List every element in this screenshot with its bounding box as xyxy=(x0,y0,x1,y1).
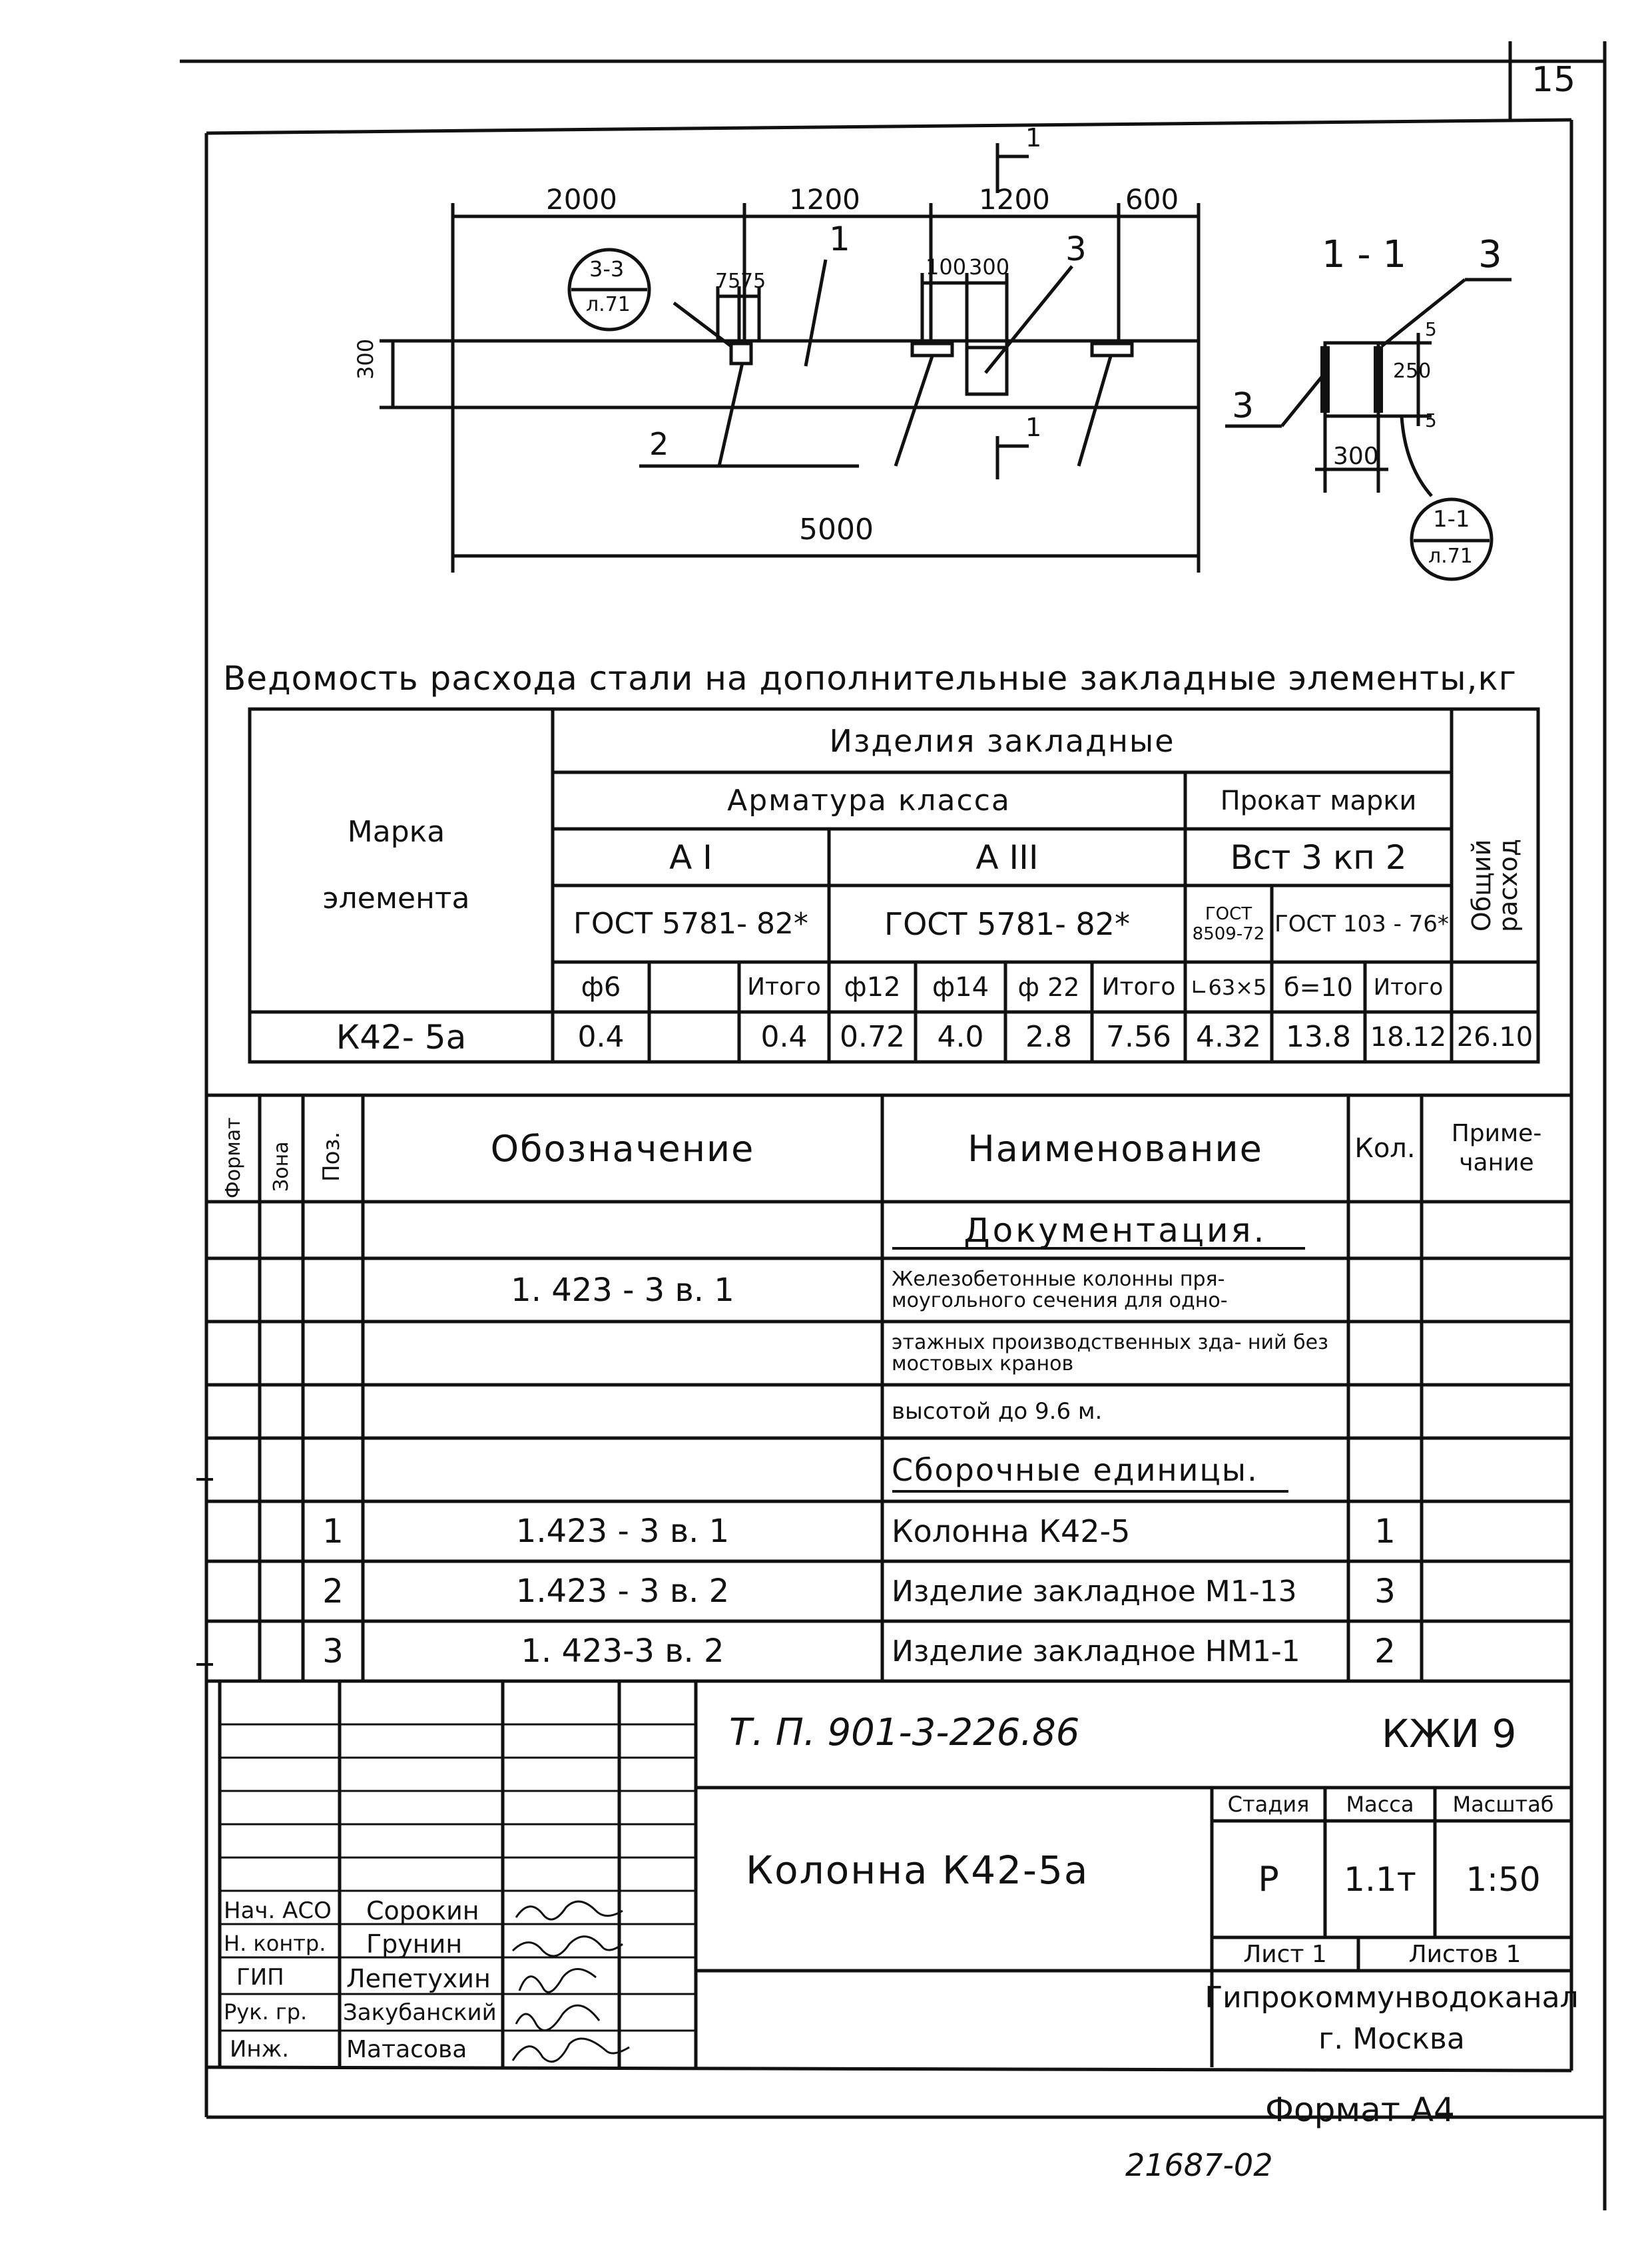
steel-grade: Вст 3 кп 2 xyxy=(1230,838,1407,877)
section-dim-5a: 5 xyxy=(1425,318,1437,340)
organization-city: г. Москва xyxy=(1318,2022,1465,2056)
section-pos-3-left: 3 xyxy=(1232,386,1254,426)
dim-1200-b: 1200 xyxy=(979,183,1050,216)
gost-8509: ГОСТ 8509-72 xyxy=(1192,903,1265,944)
signature-name-3: Лепетухин xyxy=(346,1964,491,1993)
dim-300-top: 300 xyxy=(969,254,1010,280)
row-val-total-a1: 0.4 xyxy=(760,1020,808,1054)
spec-row-7-qty: 3 xyxy=(1374,1572,1396,1611)
mark-header: Марка элемента xyxy=(322,815,470,915)
section-dim-300: 300 xyxy=(1333,443,1379,470)
spec-header-format: Формат xyxy=(222,1117,245,1198)
spec-header-name: Наименование xyxy=(967,1127,1263,1170)
dim-75-a: 75 xyxy=(715,270,741,293)
spec-header-qty: Кол. xyxy=(1354,1133,1416,1164)
dim-300-height: 300 xyxy=(353,338,378,379)
dim-5000: 5000 xyxy=(799,513,874,547)
row-val-f6: 0.4 xyxy=(577,1020,625,1054)
sheet-label: Лист 1 xyxy=(1243,1940,1327,1968)
spec-row-8-name: Изделие закладное НМ1-1 xyxy=(892,1634,1300,1668)
signature-role-2: Н. контр. xyxy=(224,1931,326,1956)
col-header-f14: ф14 xyxy=(932,971,989,1003)
spec-header-pos: Поз. xyxy=(318,1131,345,1182)
spec-row-6-designation: 1.423 - 3 в. 1 xyxy=(515,1513,730,1550)
row-val-total-a3: 7.56 xyxy=(1106,1020,1171,1054)
dim-75-b: 75 xyxy=(740,270,766,293)
spec-row-6-pos: 1 xyxy=(322,1512,344,1551)
class-a1: А I xyxy=(669,838,712,877)
col-header-f22: ф 22 xyxy=(1017,972,1080,1002)
format-note: Формат А4 xyxy=(1265,2091,1455,2129)
spec-row-7-name: Изделие закладное М1-13 xyxy=(892,1574,1297,1609)
total-header: Общий расход xyxy=(1467,838,1523,933)
scale-value: 1:50 xyxy=(1466,1860,1541,1899)
spec-row-8-designation: 1. 423-3 в. 2 xyxy=(521,1632,724,1670)
spec-row-6-name: Колонна К42-5 xyxy=(892,1513,1131,1549)
object-name: Колонна К42-5а xyxy=(746,1848,1089,1893)
row-val-f12: 0.72 xyxy=(840,1020,905,1054)
steel-table-title: Ведомость расхода стали на дополнительные закладные элементы,кг xyxy=(223,659,1517,698)
dim-1200-a: 1200 xyxy=(789,183,860,216)
col-header-total-rolled: Итого xyxy=(1373,973,1444,1001)
spec-row-7-pos: 2 xyxy=(322,1572,344,1611)
callout-3-3-top: 3-3 xyxy=(589,256,625,282)
section-title: 1 - 1 xyxy=(1322,233,1407,276)
signature-role-5: Инж. xyxy=(230,2036,290,2063)
section-dim-250: 250 xyxy=(1393,360,1432,383)
position-1-label: 1 xyxy=(829,220,850,258)
stage-label: Стадия xyxy=(1227,1792,1310,1817)
gost-103: ГОСТ 103 - 76* xyxy=(1274,910,1449,937)
spec-row-8-qty: 2 xyxy=(1374,1632,1396,1670)
signature-name-4: Закубанский xyxy=(343,1999,497,2026)
dim-600: 600 xyxy=(1125,183,1179,216)
rebar-header: Арматура класса xyxy=(727,784,1011,818)
spec-row-7-designation: 1.423 - 3 в. 2 xyxy=(515,1573,730,1610)
page-number: 15 xyxy=(1531,60,1576,100)
col-header-total-a1: Итого xyxy=(747,973,821,1001)
mass-value: 1.1т xyxy=(1344,1860,1416,1899)
row-val-angle: 4.32 xyxy=(1196,1020,1261,1054)
signature-name-2: Грунин xyxy=(366,1929,463,1959)
stage-value: Р xyxy=(1258,1859,1279,1899)
section-pos-3-right: 3 xyxy=(1478,233,1502,276)
gost-a3: ГОСТ 5781- 82* xyxy=(884,905,1130,942)
callout-3-3-bottom: л.71 xyxy=(586,293,631,316)
project-code: Т. П. 901-3-226.86 xyxy=(729,1711,1080,1754)
spec-header-designation: Обозначение xyxy=(490,1127,755,1170)
group-header: Изделия закладные xyxy=(829,722,1175,759)
row-val-total: 26.10 xyxy=(1456,1021,1533,1053)
class-a3: А III xyxy=(975,838,1039,877)
spec-header-zone: Зона xyxy=(270,1141,293,1192)
row-val-plate: 13.8 xyxy=(1286,1020,1351,1054)
section-dim-5b: 5 xyxy=(1425,409,1437,431)
spec-row-6-qty: 1 xyxy=(1374,1512,1396,1551)
row-val-f14: 4.0 xyxy=(937,1020,984,1054)
cut-mark-bottom: 1 xyxy=(1025,413,1042,442)
spec-row-4-name: высотой до 9.6 м. xyxy=(892,1398,1103,1425)
signature-role-1: Нач. АСО xyxy=(224,1897,332,1924)
scale-label: Масштаб xyxy=(1452,1792,1554,1817)
dim-2000: 2000 xyxy=(546,183,617,216)
row-val-total-rolled: 18.12 xyxy=(1370,1021,1447,1053)
rolled-header: Прокат марки xyxy=(1220,785,1417,816)
col-header-f6: ф6 xyxy=(581,971,621,1003)
signature-role-4: Рук. гр. xyxy=(224,1999,308,2025)
spec-row-3-name: этажных производственных зда- ний без мостовых кранов xyxy=(892,1330,1328,1375)
spec-row-8-pos: 3 xyxy=(322,1632,344,1670)
inventory-number: 21687-02 xyxy=(1125,2147,1273,2183)
organization-name: Гипрокоммунводоканал xyxy=(1205,1980,1579,2015)
sheets-label: Листов 1 xyxy=(1408,1940,1521,1968)
doc-code: КЖИ 9 xyxy=(1382,1711,1517,1756)
spec-row-5-name: Сборочные единицы. xyxy=(892,1451,1258,1488)
signature-name-5: Матасова xyxy=(346,2036,467,2063)
callout-1-1-bottom: л.71 xyxy=(1428,545,1473,568)
callout-1-1-top: 1-1 xyxy=(1433,506,1470,533)
mass-label: Масса xyxy=(1346,1792,1414,1817)
signature-name-1: Сорокин xyxy=(366,1896,479,1925)
spec-row-2-name: Железобетонные колонны пря- моугольного сечения для одно- xyxy=(892,1267,1228,1312)
spec-row-2-designation: 1. 423 - 3 в. 1 xyxy=(511,1271,734,1309)
col-header-angle: ∟63×5 xyxy=(1190,974,1267,1000)
cut-mark-top: 1 xyxy=(1025,123,1042,152)
col-header-total-a3: Итого xyxy=(1101,973,1176,1001)
signature-role-3: ГИП xyxy=(236,1964,284,1991)
spec-header-note: Приме- чание xyxy=(1451,1120,1542,1176)
spec-row-1-name: Документация. xyxy=(964,1210,1267,1250)
col-header-plate: б=10 xyxy=(1284,972,1353,1002)
row-mark: К42- 5а xyxy=(336,1017,467,1057)
gost-a1: ГОСТ 5781- 82* xyxy=(573,907,808,941)
dim-100: 100 xyxy=(926,254,967,280)
row-val-f22: 2.8 xyxy=(1025,1020,1072,1054)
col-header-f12: ф12 xyxy=(844,971,901,1003)
position-2-label: 2 xyxy=(649,426,669,462)
position-3-label: 3 xyxy=(1065,230,1087,268)
